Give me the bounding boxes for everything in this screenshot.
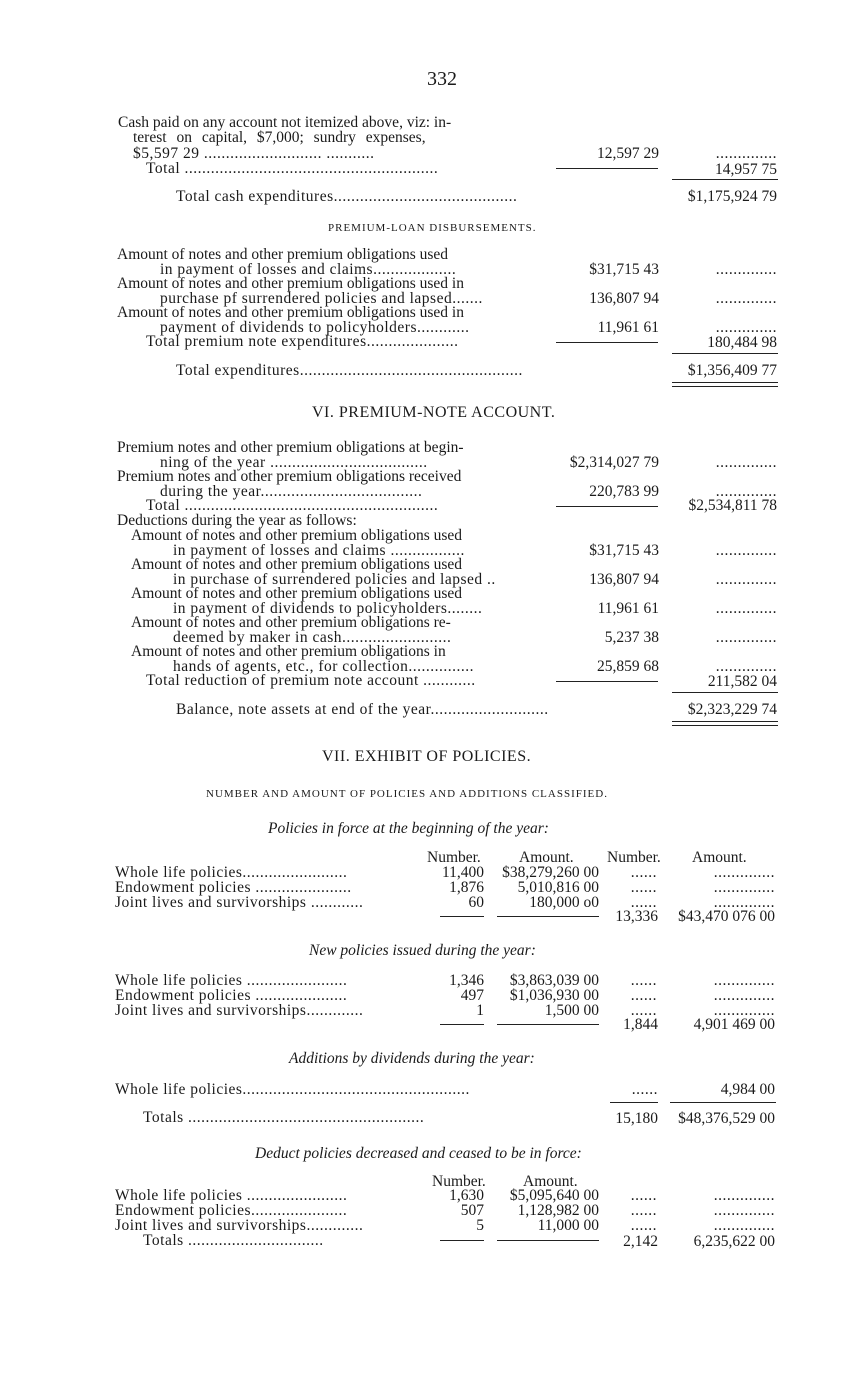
pl-row3-a: Amount of notes and other premium obligations used in <box>117 304 464 321</box>
g1-row3-number: 60 <box>468 894 484 911</box>
g1-row1-number: 11,400 <box>441 864 484 881</box>
s6-d3-a: Amount of notes and other premium obligations used <box>131 585 463 602</box>
g2-total-number: 1,844 <box>623 1016 658 1033</box>
cash-line-3: $5,597 29 ........................... ........... <box>133 145 375 162</box>
dots: .............. <box>713 894 775 911</box>
dots: .............. <box>715 483 777 500</box>
s6-d2-value: 136,807 94 <box>589 571 659 588</box>
s6-d2-a: Amount of notes and other premium obligations used <box>131 556 463 573</box>
g2-row1-amount: $3,863,039 00 <box>509 972 599 989</box>
cash-value: 12,597 29 <box>597 145 659 162</box>
pl-row3-value: 11,961 61 <box>597 319 659 336</box>
dots: ...... <box>630 1217 657 1234</box>
g1-row3-amount: 180,000 o0 <box>529 894 599 911</box>
g2-row3-amount: 1,500 00 <box>544 1002 599 1019</box>
s6-d2-b: in purchase of surrendered policies and lapsed .. <box>173 571 496 588</box>
dots: .............. <box>713 972 775 989</box>
header-amount-2: Amount. <box>692 849 747 866</box>
rule <box>672 692 778 693</box>
dots: .............. <box>715 571 777 588</box>
pl-total-label: Total premium note expenditures..................... <box>146 333 459 350</box>
dots: .............. <box>715 600 777 617</box>
cash-dots: .............. <box>715 145 777 162</box>
s6-d5-a: Amount of notes and other premium obligations in <box>131 643 446 660</box>
pl-row3-b: payment of dividends to policyholders............ <box>160 319 470 336</box>
totals-label: Totals ...................................................... <box>143 1109 425 1126</box>
rule <box>440 1024 484 1025</box>
rule <box>556 681 658 682</box>
s6-p1-b: ning of the year .................................... <box>160 454 428 471</box>
g1-row2-amount: 5,010,816 00 <box>517 879 599 896</box>
dots: .............. <box>713 1217 775 1234</box>
g1-total-number: 13,336 <box>615 908 658 925</box>
s6-d3-value: 11,961 61 <box>597 600 659 617</box>
dots: .............. <box>713 1202 775 1219</box>
g2-total-amount: 4,901 469 00 <box>693 1016 775 1033</box>
dots: ...... <box>630 987 657 1004</box>
totals-amount: $48,376,529 00 <box>678 1110 775 1127</box>
s6-d3-b: in payment of dividends to policyholders........ <box>173 600 483 617</box>
dots: ...... <box>630 1002 657 1019</box>
total-cash-expenditures-label: Total cash expenditures.......................................... <box>176 188 518 205</box>
g4-title: Deduct policies decreased and ceased to be in force: <box>255 1145 582 1162</box>
s6-p2-b: during the year..................................... <box>160 483 423 500</box>
rule <box>497 1240 599 1241</box>
g2-row3-label: Joint lives and survivorships............. <box>115 1002 364 1019</box>
header-number-2: Number. <box>607 849 661 866</box>
section-6-heading: VI. PREMIUM-NOTE ACCOUNT. <box>312 404 556 421</box>
g4-total-number: 2,142 <box>623 1233 658 1250</box>
rule <box>672 179 778 180</box>
total-expenditures-label: Total expenditures................................................... <box>176 362 523 379</box>
rule <box>610 1102 658 1103</box>
pl-total-value: 180,484 98 <box>707 334 777 351</box>
dots: ...... <box>630 1202 657 1219</box>
g3-label: Whole life policies.................................................... <box>115 1081 470 1098</box>
rule <box>440 1240 484 1241</box>
s6-d1-a: Amount of notes and other premium obligations used <box>131 527 463 544</box>
pl-row1-a: Amount of notes and other premium obligations used <box>117 246 449 263</box>
dots: ...... <box>630 972 657 989</box>
dots: .............. <box>713 879 775 896</box>
dots: .............. <box>713 1002 775 1019</box>
dots: ...... <box>630 1187 657 1204</box>
dots: .............. <box>715 319 777 336</box>
g1-row3-label: Joint lives and survivorships ............ <box>115 894 364 911</box>
s6-p1-value: $2,314,027 79 <box>569 454 659 471</box>
rule <box>556 342 658 343</box>
g1-row2-label: Endowment policies ...................... <box>115 879 352 896</box>
pl-row2-b: purchase pf surrendered policies and lapsed....... <box>160 290 483 307</box>
totals-number: 15,180 <box>615 1110 658 1127</box>
g2-row1-label: Whole life policies ....................... <box>115 972 348 989</box>
pl-row1-value: $31,715 43 <box>589 261 659 278</box>
s6-d1-b: in payment of losses and claims ................. <box>173 542 465 559</box>
g4-total-amount: 6,235,622 00 <box>693 1233 775 1250</box>
g4-row3-number: 5 <box>476 1217 484 1234</box>
total-value: 14,957 75 <box>715 161 777 178</box>
g2-title: New policies issued during the year: <box>309 942 536 959</box>
g2-row2-amount: $1,036,930 00 <box>509 987 599 1004</box>
double-rule <box>672 721 778 726</box>
balance-value: $2,323,229 74 <box>687 701 777 718</box>
dots: .............. <box>713 987 775 1004</box>
g4-row2-label: Endowment policies...................... <box>115 1202 348 1219</box>
rule <box>556 506 658 507</box>
g1-row2-number: 1,876 <box>449 879 484 896</box>
balance-label: Balance, note assets at end of the year........................... <box>176 701 549 718</box>
dots: .............. <box>715 290 777 307</box>
deductions-label: Deductions during the year as follows: <box>117 512 357 529</box>
dots: .............. <box>713 1187 775 1204</box>
total-label: Total .......................................................... <box>146 160 439 177</box>
g1-row1-label: Whole life policies........................ <box>115 864 348 881</box>
g4-row2-number: 507 <box>460 1202 484 1219</box>
g1-row1-amount: $38,279,260 00 <box>502 864 599 881</box>
rule <box>497 916 599 917</box>
g4-row3-label: Joint lives and survivorships............. <box>115 1217 364 1234</box>
premium-loan-heading: PREMIUM-LOAN DISBURSEMENTS. <box>328 222 537 234</box>
cash-line-1: Cash paid on any account not itemized above, viz: in- <box>118 114 452 131</box>
s6-p2-a: Premium notes and other premium obligations received <box>117 468 462 485</box>
g4-row3-amount: 11,000 00 <box>537 1217 599 1234</box>
g2-row2-label: Endowment policies ..................... <box>115 987 348 1004</box>
rule <box>556 168 658 169</box>
rule <box>497 1024 599 1025</box>
s6-total-reduction-label: Total reduction of premium note account ............ <box>146 672 476 689</box>
g4-row1-number: 1,630 <box>449 1187 484 1204</box>
dots: .............. <box>715 454 777 471</box>
g4-header-amount: Amount. <box>523 1173 578 1190</box>
g3-value: 4,984 00 <box>720 1081 775 1098</box>
double-rule <box>672 382 778 387</box>
g4-row2-amount: 1,128,982 00 <box>517 1202 599 1219</box>
s6-p1-a: Premium notes and other premium obligations at begin- <box>117 439 464 456</box>
s6-total-label: Total .......................................................... <box>146 497 439 514</box>
pl-row2-value: 136,807 94 <box>589 290 659 307</box>
s6-d1-value: $31,715 43 <box>589 542 659 559</box>
g1-title: Policies in force at the beginning of the year: <box>268 820 549 837</box>
g4-totals-label: Totals ............................... <box>143 1232 324 1249</box>
dots: ...... <box>630 879 657 896</box>
header-number: Number. <box>427 849 481 866</box>
s6-total-reduction-value: 211,582 04 <box>707 673 777 690</box>
s6-d5-b: hands of agents, etc., for collection............... <box>173 658 475 675</box>
pl-row1-b: in payment of losses and claims................... <box>160 261 457 278</box>
section-7-subheading: NUMBER AND AMOUNT OF POLICIES AND ADDITIONS CLASSIFIED. <box>206 788 608 800</box>
rule <box>670 1102 776 1103</box>
dots: .............. <box>715 542 777 559</box>
cash-line-2: terest on capital, $7,000; sundry expenses, <box>133 129 426 146</box>
g4-header-number: Number. <box>432 1173 486 1190</box>
dots: .............. <box>715 658 777 675</box>
dots: ...... <box>630 864 657 881</box>
page-number: 332 <box>427 68 457 90</box>
pl-row2-a: Amount of notes and other premium obligations used in <box>117 275 464 292</box>
g3-title: Additions by dividends during the year: <box>289 1050 535 1067</box>
dots: .............. <box>715 629 777 646</box>
s6-total-value: $2,534,811 78 <box>688 497 777 514</box>
section-7-heading: VII. EXHIBIT OF POLICIES. <box>322 748 532 765</box>
dots: ...... <box>630 894 657 911</box>
g2-row1-number: 1,346 <box>449 972 484 989</box>
total-cash-expenditures-value: $1,175,924 79 <box>687 188 777 205</box>
s6-d4-value: 5,237 38 <box>604 629 659 646</box>
s6-d4-b: deemed by maker in cash......................... <box>173 629 452 646</box>
total-expenditures-value: $1,356,409 77 <box>687 362 777 379</box>
dots: .............. <box>715 261 777 278</box>
header-amount: Amount. <box>519 849 574 866</box>
dots: ...... <box>631 1081 658 1098</box>
s6-d4-a: Amount of notes and other premium obligations re- <box>131 614 451 631</box>
g1-total-amount: $43,470 076 00 <box>678 908 775 925</box>
rule <box>672 353 778 354</box>
rule <box>440 916 484 917</box>
g2-row3-number: 1 <box>476 1002 484 1019</box>
s6-d5-value: 25,859 68 <box>597 658 659 675</box>
dots: .............. <box>713 864 775 881</box>
g4-row1-label: Whole life policies ....................... <box>115 1187 348 1204</box>
g2-row2-number: 497 <box>460 987 484 1004</box>
s6-p2-value: 220,783 99 <box>589 483 659 500</box>
g4-row1-amount: $5,095,640 00 <box>509 1187 599 1204</box>
